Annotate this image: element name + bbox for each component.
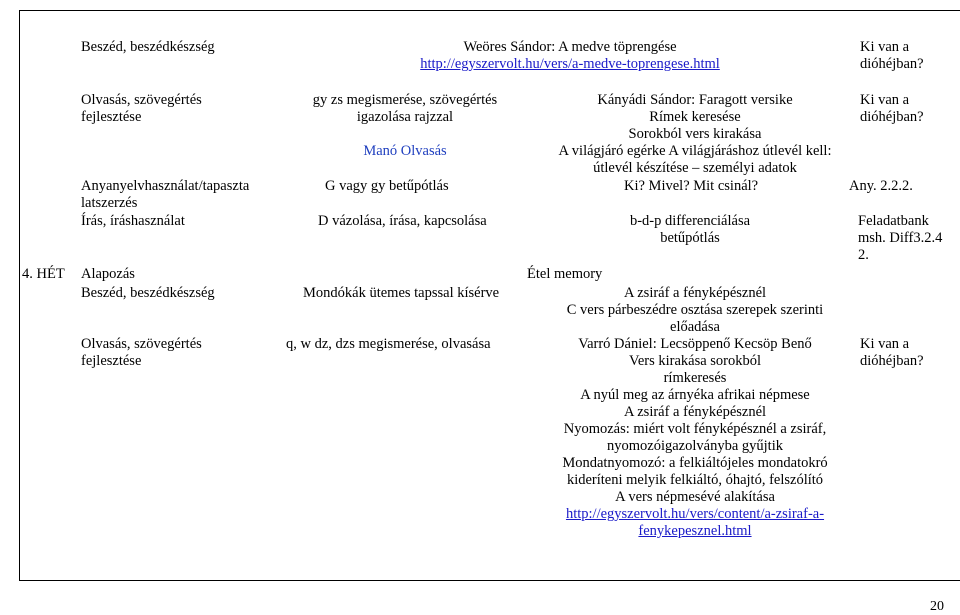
page-frame-left xyxy=(19,10,20,580)
skill-label: fejlesztése xyxy=(81,353,142,369)
material-text: Kányádi Sándor: Faragott versike xyxy=(597,92,793,108)
material-text: A nyúl meg az árnyéka afrikai népmese xyxy=(580,387,810,403)
material-text: előadása xyxy=(670,319,720,335)
task-text: gy zs megismerése, szövegértés xyxy=(312,92,498,108)
material-text: betűpótlás xyxy=(660,230,720,246)
note-line: Any. 2.2.2. xyxy=(849,178,913,194)
book-label: Manó Olvasás xyxy=(363,143,447,159)
material-text: nyomozóigazolványba gyűjtik xyxy=(607,438,783,454)
material-text: Nyomozás: miért volt fényképésznél a zsiráf, xyxy=(563,421,827,437)
skill-label: Alapozás xyxy=(81,266,135,282)
page-frame-top xyxy=(19,10,960,11)
material-link[interactable]: fenykepesznel.html xyxy=(638,523,752,539)
material-link[interactable]: http://egyszervolt.hu/vers/content/a-zsiraf-a- xyxy=(565,506,825,522)
skill-label: Beszéd, beszédkészség xyxy=(81,285,215,301)
skill-label: Beszéd, beszédkészség xyxy=(81,39,215,55)
page-number: 20 xyxy=(930,599,944,614)
material-text: C vers párbeszédre osztása szerepek szerinti xyxy=(566,302,824,318)
task-text: q, w dz, dzs megismerése, olvasása xyxy=(286,336,491,352)
material-text: Ki? Mivel? Mit csinál? xyxy=(624,178,759,194)
material-text: A zsiráf a fényképésznél xyxy=(623,404,767,420)
material-text: A zsiráf a fényképésznél xyxy=(623,285,767,301)
material-text: Varró Dániel: Lecsöppenő Kecsöp Benő xyxy=(578,336,812,352)
material-title: Weöres Sándor: A medve töprengése xyxy=(463,39,677,55)
note-line: dióhéjban? xyxy=(860,56,924,72)
material-text: kideríteni melyik felkiáltó, óhajtó, felszólító xyxy=(566,472,824,488)
material-text: A világjáró egérke A világjáráshoz útlevél kell: xyxy=(558,143,832,159)
page-frame-bottom xyxy=(19,580,960,581)
material-text: Mondatnyomozó: a felkiáltójeles mondatokró xyxy=(562,455,828,471)
material-text: Vers kirakása sorokból xyxy=(628,353,762,369)
material-text: Étel memory xyxy=(527,266,603,282)
material-text: Rímek keresése xyxy=(649,109,741,125)
material-link[interactable]: http://egyszervolt.hu/vers/a-medve-toprengese.html xyxy=(420,56,720,72)
task-text: G vagy gy betűpótlás xyxy=(325,178,449,194)
note-line: Ki van a xyxy=(860,39,910,55)
note-line: dióhéjban? xyxy=(860,109,924,125)
note-line: Ki van a xyxy=(860,92,910,108)
note-line: msh. Diff3.2.4 xyxy=(858,230,943,246)
material-text: b-d-p differenciálása xyxy=(629,213,751,229)
note-line: 2. xyxy=(858,247,869,263)
material-text: Sorokból vers kirakása xyxy=(628,126,762,142)
task-text: igazolása rajzzal xyxy=(356,109,454,125)
skill-label: Anyanyelvhasználat/tapaszta xyxy=(81,178,250,194)
week-label: 4. HÉT xyxy=(22,266,65,282)
task-text: Mondókák ütemes tapssal kísérve xyxy=(303,285,500,301)
task-text: D vázolása, írása, kapcsolása xyxy=(318,213,487,229)
skill-label: fejlesztése xyxy=(81,109,142,125)
note-line: Ki van a xyxy=(860,336,910,352)
skill-label: latszerzés xyxy=(81,195,138,211)
skill-label: Olvasás, szövegértés xyxy=(81,336,202,352)
skill-label: Írás, íráshasználat xyxy=(81,213,185,229)
material-text: A vers népmesévé alakítása xyxy=(615,489,775,505)
skill-label: Olvasás, szövegértés xyxy=(81,92,202,108)
material-text: rímkeresés xyxy=(663,370,727,386)
note-line: Feladatbank xyxy=(858,213,929,229)
note-line: dióhéjban? xyxy=(860,353,924,369)
material-text: útlevél készítése – személyi adatok xyxy=(593,160,797,176)
